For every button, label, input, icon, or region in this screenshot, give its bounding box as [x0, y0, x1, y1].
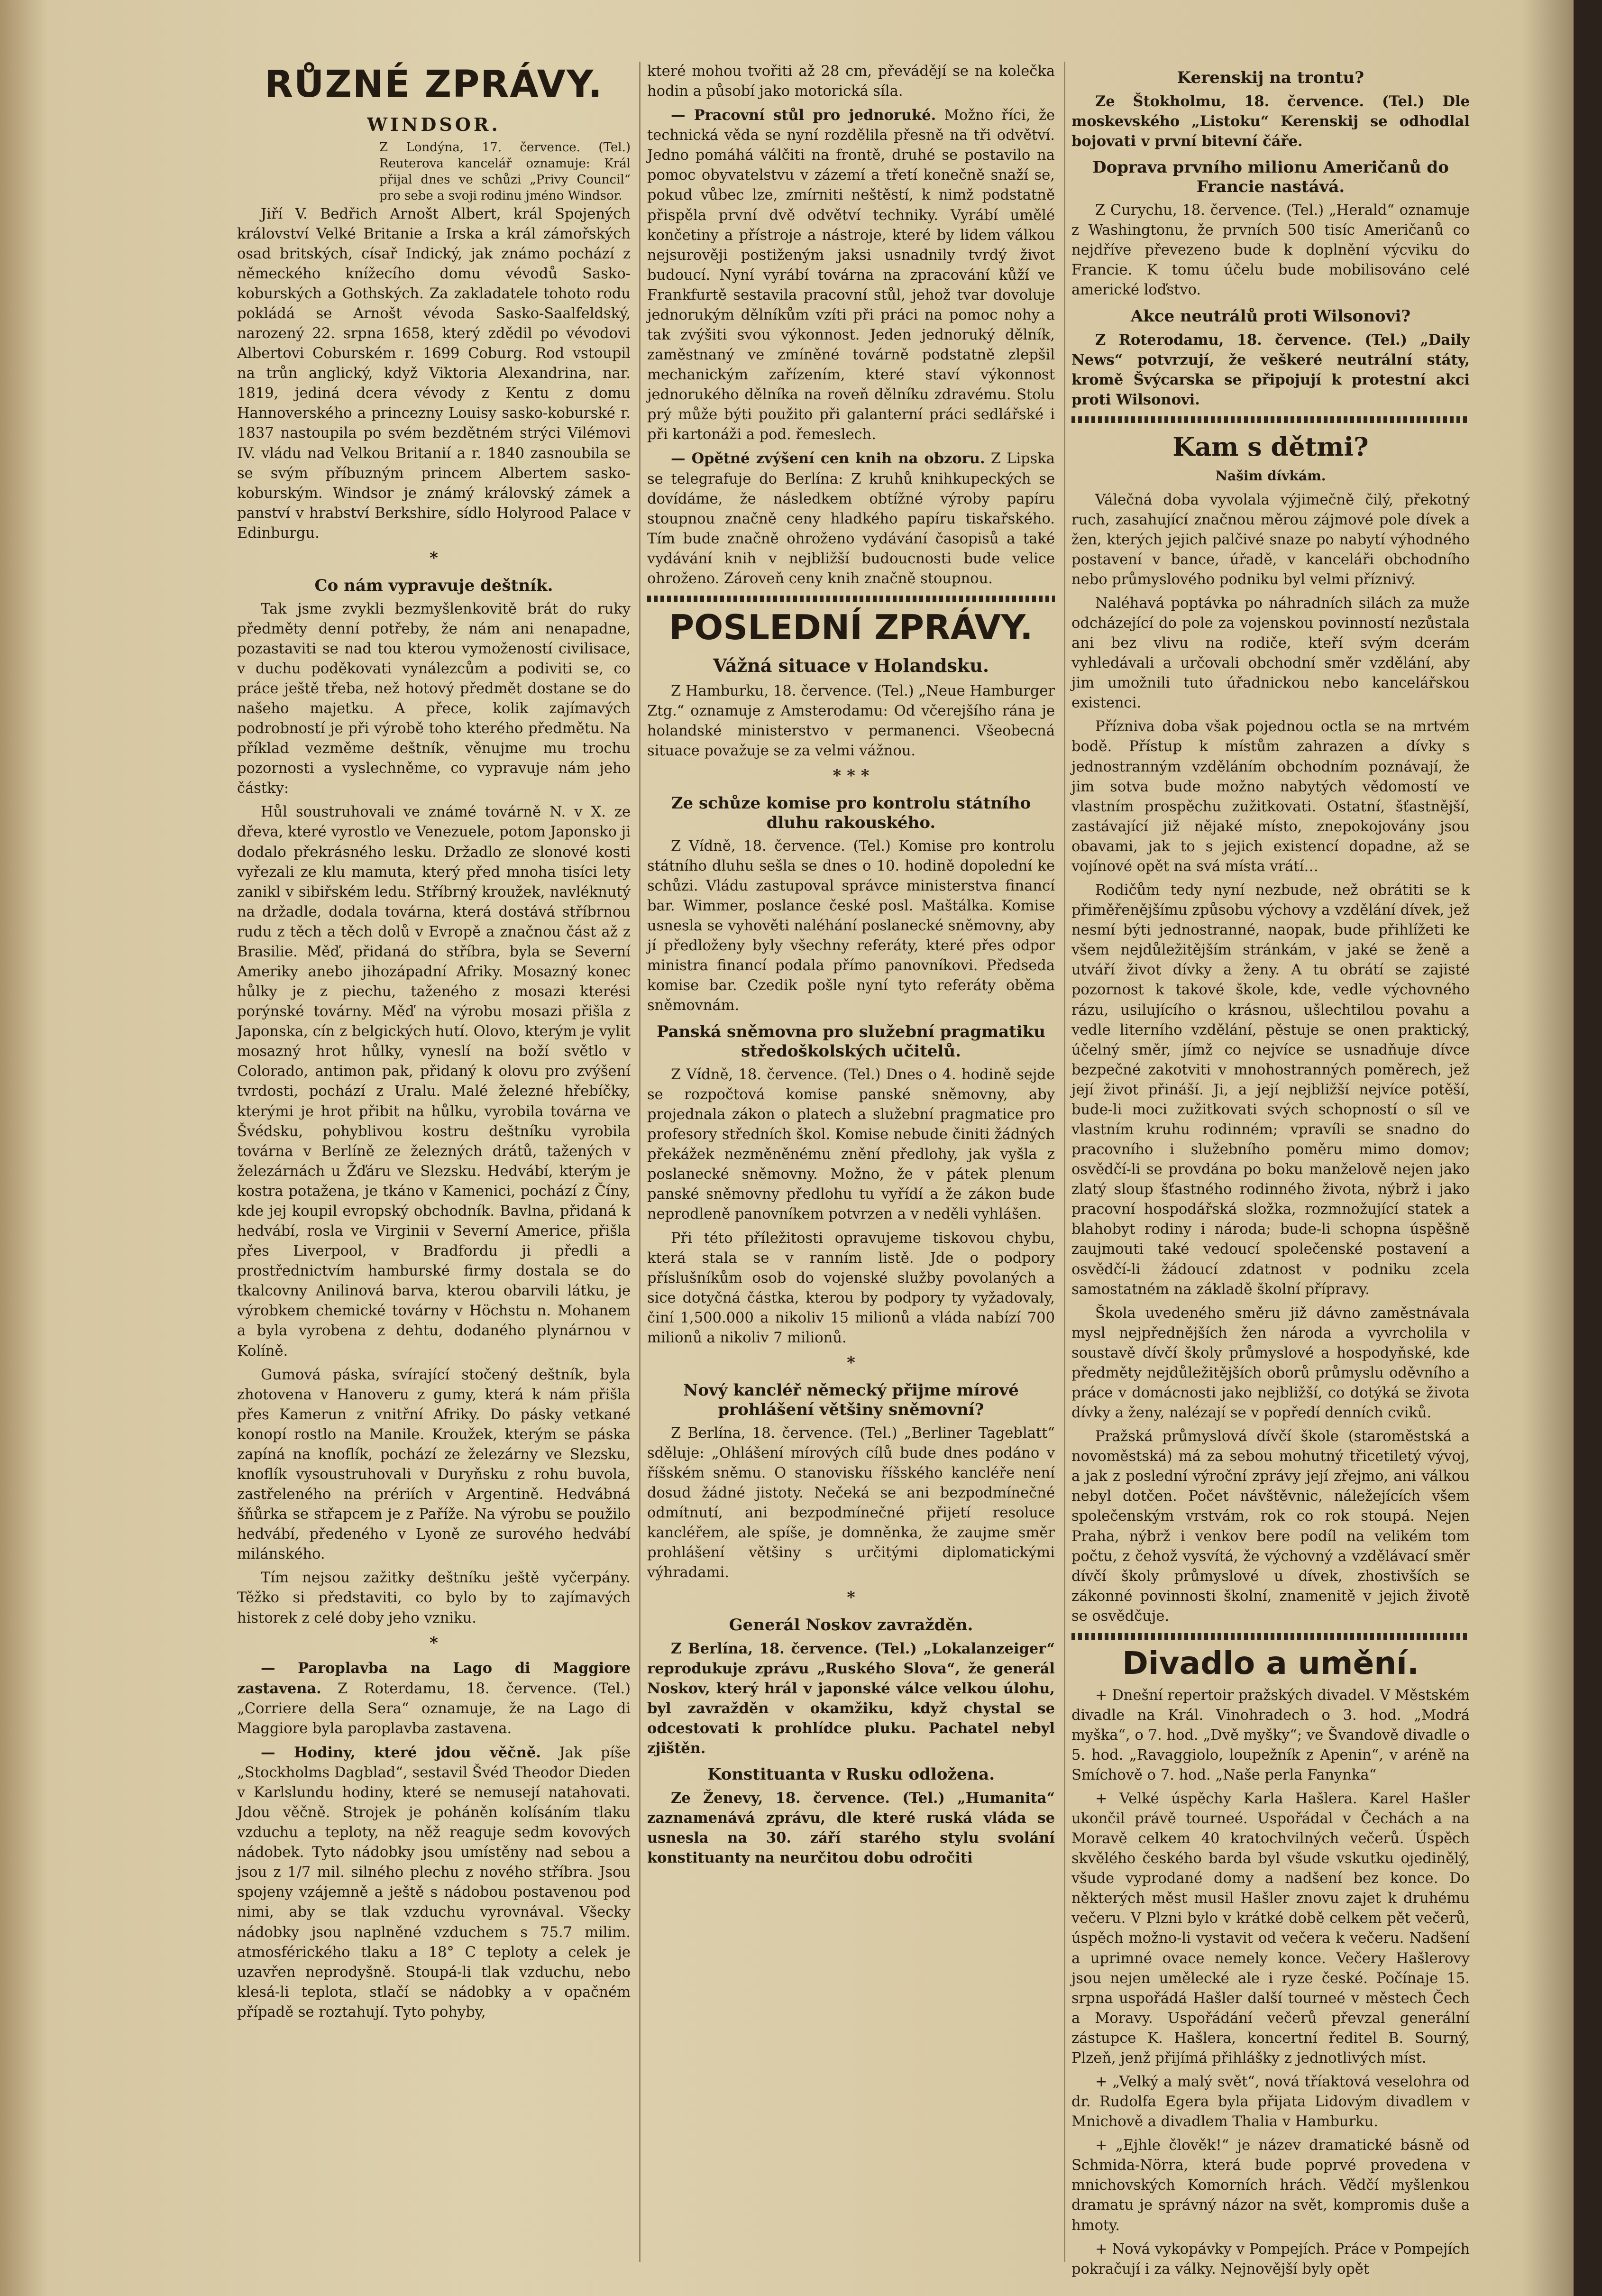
separator-star: *	[847, 1353, 855, 1373]
separator-stars: * * *	[833, 766, 870, 786]
article-paragraph: + „Ejhle člověk!“ je název dramatické básně od Schmida-Nörra, která bude poprvé provedena v mnichovských Komorních hrách. Vědčí myšlenkou dramatu je správný názor na svět, kompromis duše a hmoty.	[1071, 2137, 1470, 2234]
news-body: Z Roterdamu, 18. července. (Tel.) „Corriere della Sera“ oznamuje, že na Lago di Maggiore byla paroplavba zastavena.	[237, 1680, 631, 1737]
section-masthead: RŮZNÉ ZPRÁVY.	[264, 63, 604, 106]
article-paragraph: Pražská průmyslová dívčí škole (staroměstská a novoměstská) má za sebou mohutný třicetiletý vývoj, a jak z poslední výroční zprávy její zřejmo, ani válkou nebyl dotčen. Počet návštěvnic, náležejících všem společenským vrstvám, rok co rok stoupá. Nejen Praha, nýbrž i venkov bere podíl na velikém tom počtu, z čehož vysvítá, že výchovný a vzdělávací směr dívčí školy průmyslové u dívek, zhostivších se zákonné povinnosti školní, znamenitě v jejich životě se osvědčuje.	[1071, 1428, 1470, 1625]
article-title: Kam s dětmi?	[1172, 432, 1369, 462]
article-title: Akce neutrálů proti Wilsonovi?	[1130, 307, 1411, 326]
article-paragraph: Válečná doba vyvolala výjimečně čilý, překotný ruch, zasahující značnou měrou zájmové pole dívek a žen, kterých jejich palčivé snaze po nabytí výhodného postavení v bance, úřadě, v kanceláři obchodního nebo průmyslového podniku byl velmi příznivý.	[1071, 491, 1470, 588]
article-paragraph: + „Velký a malý svět“, nová tříaktová veselohra od dr. Rudolfa Egera byla přijata Lidovým divadlem v Mnichově a divadlem Thalia v Hamburku.	[1071, 2074, 1470, 2131]
article-paragraph: které mohou tvořiti až 28 cm, převádějí se na kolečka hodin a působí jako motorická síla.	[647, 63, 1055, 100]
article-title: Konstituanta v Rusku odložena.	[707, 1765, 995, 1784]
article-paragraph: Rodičům tedy nyní nezbude, než obrátiti se k přiměřenějšímu způsobu výchovy a vzdělání dívek, jež nesmí býti jednostranné, naopak, bude přihlížeti ke všem nejdůležitějším stránkám, v jaké se ženě a utváří život dívky a ženy. A tu obrátí se zajisté pozornost k takové škole, kde, vedle výchovného rázu, usilujícího o krásnou, ušlechtilou povahu a vedle literního vzdělání, pěstuje se onen praktický, účelný směr, jímž co nejvíce se usnadňuje dívce bezpečné zakotviti v mnohostranných poměrech, jež její život přináší. Ji, a její nejbližší nejvíce potěší, bude-li moci zužitkovati svých schopností o síl ve vlastním kruhu rodinném; vpravíli se snadno do pracovního i služebního poměru mimo domov; osvědčí-li se provdána po boku manželově nejen jako zlatý sloup šťastného rodinného života, nýbrž i jako pracovní hospodářská složka, rozmnožující statek a blahobyt rodiny i národa; bude-li schopna úspěšně zaujmouti také vedoucí společenské postavení a osvědčí-li žádoucí zdatnost v podniku zcela samostatném na základě školní přípravy.	[1071, 882, 1470, 1298]
article-paragraph: Při této příležitosti opravujeme tiskovou chybu, která stala se v ranním listě. Jde o podpory příslušníkům osob do vojenské služby povolaných a sice dotyčná částka, kterou by podpory ty vyžadovaly, činí 1,500.000 a nikoliv 15 milionů a vláda nabízí 700 milionů a nikoliv 7 milionů.	[647, 1230, 1055, 1346]
article-paragraph: Z Vídně, 18. července. (Tel.) Komise pro kontrolu státního dluhu sešla se dnes o 10. hodině dopolední ke schůzi. Vládu zastupoval správce ministerstva financí bar. Wimmer, poslance české posl. Maštálka. Komise usnesla se vyhověti naléhání poslanecké sněmovny, aby jí předloženy byly všechny referáty, které přes odpor ministra financí podala přímo panovníkovi. Předseda komise bar. Czedik pošle nyní tyto referáty oběma sněmovnám.	[647, 837, 1055, 1014]
news-title: — Opětné zvýšení cen knih na obzoru.	[671, 450, 985, 468]
article-paragraph: Tím nejsou zažitky deštníku ještě vyčerpány. Těžko si představiti, co bylo by to zajímavých historek z celé doby jeho vzniku.	[237, 1570, 631, 1626]
article-paragraph: Škola uvedeného směru již dávno zaměstnávala mysl nejpřednějších žen národa a vyvrcholila v soustavě dívčí školy průmyslové a hospodyňské, kde předměty nejdůležitějších oborů průmyslu oděvního a práce v domácnosti jako nejbližší, co dotýká se života dívky a ženy, nalézají se v popředí denních cviků.	[1071, 1304, 1470, 1422]
section-masthead: POSLEDNÍ ZPRÁVY.	[669, 607, 1033, 648]
article-paragraph: + Dnešní repertoir pražských divadel. V Městském divadle na Král. Vinohradech o 3. hod. „Modrá myška“, o 7. hod. „Dvě myšky“; ve Švandově divadle o 5. hod. „Ravaggiolo, loupežník z Apenin“, v aréně na Smíchově o 7. hod. „Naše perla Fanynka“	[1071, 1687, 1470, 1783]
column-rule	[1064, 62, 1065, 2262]
article-paragraph: Z Roterodamu, 18. července. (Tel.) „Daily News“ potvrzují, že veškeré neutrální státy, kromě Švýcarska se připojují k protestní akci proti Wilsonovi.	[1071, 331, 1470, 409]
article-title: Co nám vypravuje deštník.	[314, 576, 553, 595]
news-title: — Pracovní stůl pro jednoruké.	[671, 107, 936, 124]
column-1	[237, 62, 631, 2262]
article-paragraph: Z Berlína, 18. července. (Tel.) „Berliner Tageblatt“ sděluje: „Ohlášení mírových cílů bude dnes podáno v říšském sněmu. O stanovisku říšského kancléře není dosud žádné jistoty. Nečeká se ani bezpodmínečné odmítnutí, ani bezpodmínečné přijetí resoluce kancléřem, ale spíše, je domněnka, že zaujme směr prohlášení většiny s určitými diplomatickými výhradami.	[647, 1424, 1055, 1581]
article-subtitle: Našim dívkám.	[1215, 468, 1326, 484]
article-paragraph: Naléhavá poptávka po náhradních silách za muže odcházející do pole za vojenskou povinností nezůstala ani bez vlivu na rodiče, kteří svým dcerám vyhledávali a určovali obchodní směr vzdělání, aby jim umožnili tuto úřadnickou nebo kancelářskou existenci.	[1071, 595, 1470, 712]
separator-star: *	[847, 1588, 855, 1607]
article-paragraph: Ze Štokholmu, 18. července. (Tel.) Dle moskevského „Listoku“ Kerenskij se odhodlal bojovati v první bitevní čáře.	[1071, 92, 1470, 150]
column-3	[1071, 62, 1470, 2278]
separator-star: *	[430, 1633, 438, 1653]
separator-star: *	[430, 548, 438, 568]
section-masthead: Divadlo a umění.	[1122, 1644, 1419, 1681]
article-paragraph: Tak jsme zvykli bezmyšlenkovitě brát do ruky předměty denní potřeby, že nám ani nenapadne, pozastaviti se nad tou kterou vymožeností civilisace, v duchu poděkovati vynálezcům a podiviti se, co práce ještě třeba, než hotový předmět dostane se do našeho majetku. A přece, kolik zajímavých podrobností je při výrobě toho kterého předmětu. Na příklad vezměme deštník, věnujme mu trochu pozornosti a vyslechněme, co vypravuje nám jeho částky:	[237, 600, 631, 797]
article-paragraph: Z Hamburku, 18. července. (Tel.) „Neue Hamburger Ztg.“ oznamuje z Amsterodamu: Od včerejšího rána je holandské ministerstvo v permanenci. Všeobecná situace považuje se za velmi vážnou.	[647, 682, 1055, 760]
article-paragraph: Z Curychu, 18. července. (Tel.) „Herald“ oznamuje z Washingtonu, že prvních 500 tisíc Američanů co nejdříve převezeno bude k doplnění výcviku do Francie. K tomu účelu bude mobilisováno celé americké loďstvo.	[1071, 202, 1470, 298]
article-title: Panská sněmovna pro služební pragmatiku středoškolských učitelů.	[656, 1022, 1046, 1061]
article-title: Nový kancléř německý přijme mírové prohlášení většiny sněmovní?	[683, 1380, 1019, 1419]
article-title: Ze schůze komise pro kontrolu státního dluhu rakouského.	[671, 794, 1031, 832]
article-paragraph: + Nová vykopávky v Pompejích. Práce v Pompejích pokračují i za války. Nejnovější byly opět	[1071, 2241, 1470, 2278]
news-title: — Hodiny, které jdou věčně.	[261, 1744, 541, 1761]
article-paragraph: Z Vídně, 18. července. (Tel.) Dnes o 4. hodině sejde se rozpočtová komise panské sněmovny, aby projednala zákon o platech a služební pragmatice pro profesory středních škol. Komise nebude činiti žádných překážek nezměněnému znění předlohy, jak vyšla z poslanecké sněmovny. Možno, že v pátek plenum panské sněmovny předlohu tu vyřídí a že zákon bude neprodleně panovníkem potvrzen a v neděli vyhlášen.	[647, 1066, 1055, 1223]
page-edge	[1574, 0, 1602, 2296]
news-body: Z Lipska se telegrafuje do Berlína: Z kruhů knihkupeckých se dovídáme, že následkem obtížné výroby papíru stoupnou značně ceny hladkého papíru tiskařského. Tím bude značně ohroženo vydávání časopisů a také vydávání knih v nejbližší budoucnosti bude velice ohroženo. Zároveň ceny knih značně stoupnou.	[647, 450, 1055, 587]
article-title: WINDSOR.	[367, 113, 501, 135]
divider	[1071, 416, 1470, 423]
article-dateline: Z Londýna, 17. července. (Tel.) Reuterova kancelář oznamuje: Král přijal dnes ve schůzi „Privy Council“ pro sebe a svoji rodinu jméno Windsor.	[379, 140, 631, 203]
divider	[647, 596, 1055, 602]
article-title: Kerenskij na trontu?	[1177, 68, 1364, 87]
article-title: Generál Noskov zavražděn.	[729, 1616, 973, 1635]
article-paragraph: Jiří V. Bedřich Arnošt Albert, král Spojených království Velké Britanie a Irska a král zámořských osad britských, císař Indický, jak známo pochází z německého knížecího domu vévodů Sasko-koburských a Gothských. Za zakladatele tohoto rodu pokládá se Arnošt vévoda Sasko-Saalfeldský, narozený 22. srpna 1658, který zdědil po vévodovi Albertovi Coburském r. 1699 Coburg. Rod vstoupil na trůn anglický, když Viktoria Alexandrina, nar. 1819, jediná dcera vévody z Kentu z domu Hannoverského a princezny Louisy sasko-koburské r. 1837 nastoupila po svém bezdětném strýci Vilémovi IV. vládu nad Velkou Britanií a r. 1840 zasnoubila se se svým příbuzným princem Albertem sasko-koburským. Windsor je známý královský zámek a panství v hrabství Berkshire, sídlo Holyrood Palace v Edinburgu.	[237, 205, 631, 542]
divider	[1071, 1633, 1470, 1640]
article-title: Vážná situace v Holandsku.	[713, 655, 989, 677]
article-paragraph: Ze Ženevy, 18. července. (Tel.) „Humanita“ zaznamenává zprávu, dle které ruská vláda se usnesla na 30. září starého stylu svolání konstituanty na neurčitou dobu odročiti	[647, 1790, 1055, 1867]
news-body: Jak píše „Stockholms Dagblad“, sestavil Švéd Theodor Dieden v Karlslundu hodiny, které se nemusejí natahovati. Jdou věčně. Strojek je poháněn kolísáním tlaku vzduchu a teploty, na něž reaguje sedm kovových nádobek. Tyto nádobky jsou umístěny nad sebou a jsou z 1/7 mil. silného plechu z nového stříbra. Jsou spojeny vzájemně a ještě s nádobou postavenou pod nimi, aby se tlak vzduchu vyrovnával. Všecky nádobky jsou naplněné vzduchem s 75.7 milim. atmosférického tlaku a 18° C teploty a celek je uzavřen neprodyšně. Stoupá-li tlak vzduchu, nebo klesá-li teplota, stlačí se nádobky a v opačném případě se roztahují. Tyto pohyby,	[237, 1744, 631, 2020]
article-title: Doprava prvního milionu Američanů do Francie nastává.	[1092, 158, 1449, 196]
news-body: Možno říci, že technická věda se nyní rozdělila přesně na tři odvětví. Jedno pomáhá válčiti na frontě, druhé se postavilo na pomoc obyvatelstvu v zázemí a třetí konečně snaží se, pokud vůbec lze, zmírniti neštěstí, k nimž podstatně přispěla první dvě odvětví techniky. Vyrábí umělé končetiny a přístroje a nástroje, které by lidem válkou nejsurověji postiženým jaksi usnadnily tvrdý život budoucí. Nyní vyrábí továrna na zpracování kůží ve Frankfurtě sestavila pracovní stůl, jehož tvar dovoluje jednorukým dělníkům vzíti při práci na pomoc nohy a tak zvýšiti svou výkonnost. Jeden jednoruký dělník, zaměstnaný ve zmíněné továrně podstatně zlepšil mechanickým zařízením, které staví výkonnost jednorukého dělníka na roveň dělníku zdravému. Stolu prý může býti použito při galanterní práci sedlářské i při kartonáži a pod. řemeslech.	[647, 107, 1055, 443]
article-paragraph: + Velké úspěchy Karla Hašlera. Karel Hašler ukončil právě tourneé. Uspořádal v Čechách a na Moravě celkem 40 kratochvilných večerů. Úspěch skvělého českého barda byl všude vskutku ojedinělý, všude vyprodané domy a nadšení bez konce. Do některých měst musil Hašler znovu zajet k druhému večeru. V Plzni bylo v krátké době celkem pět večerů, úspěch možno-li vystavit od večera k večeru. Nadšení a uprimné ovace nemely konce. Večery Hašlerovy jsou nejen umělecké ale i ryze české. Počínaje 15. srpna uspořádá Hašler další tourneé v městech Čech a Moravy. Uspořádání večerů převzal generální zástupce K. Hašlera, koncertní ředitel B. Sourný, Plzeň, jenž přijímá přihlášky z jednotlivých míst.	[1071, 1790, 1470, 2066]
news-title: — Paroplavba na Lago di Maggiore zastavena.	[237, 1659, 631, 1697]
article-paragraph: Z Berlína, 18. července. (Tel.) „Lokalanzeiger“ reprodukuje zprávu „Ruského Slova“, že generál Noskov, který hrál v japonské válce velkou úlohu, byl zavražděn v okamžiku, když chystal se odcestovati k prohlídce pluku. Pachatel nebyl zjištěn.	[647, 1640, 1055, 1757]
article-paragraph: Gumová páska, svírající stočený deštník, byla zhotovena v Hanoveru z gumy, která k nám přišla přes Kamerun z vnitřní Afriky. Do pásky vetkané konopí rostlo na Manile. Kroužek, kterým se páska zapíná na knoflík, pochází ze železárny ve Slezsku, knoflík vysoustruhovali v Duryňsku z rohu buvola, zastřeleného na prériích v Argentině. Hedvábná šňůrka se střapcem je z Paříže. Na výrobu se použilo hedvábí, předeného v Lyoně ze surového hedvábí milánského.	[237, 1366, 631, 1563]
column-rule	[639, 62, 641, 2262]
article-paragraph: Hůl soustruhovali ve známé továrně N. v X. ze dřeva, které vyrostlo ve Venezuele, potom Japonsko ji dodalo překrásného lesku. Držadlo ze slonové kosti vyřezali ze klu mamuta, který před mnoha tisíci lety zanikl v sibiřském ledu. Stříbrný kroužek, navléknutý na držadle, dodala továrna, která dostává stříbrnou rudu z těch a těch dolů v Evropě a značnou část až z Brasilie. Měď, přidaná do stříbra, byla se Severní Ameriky anebo jihozápadní Afriky. Mosazný konec hůlky je z piechu, taženého z mosazi kterési porýnské továrny. Měď na výrobu mosazi přišla z Japonska, cín z belgických hutí. Olovo, kterým je vylit mosazný hrot hůlky, vyneslí na boží světlo v Colorado, antimon pak, přidaný k olovu pro zvýšení tvrdosti, pochází z Uralu. Malé železné hřebíčky, kterými je hrot přibit na hůlku, vyrobila továrna ve Švédsku, pohyblivou kostru deštníku vyrobila továrna v Berlíně ze železných drátů, tažených v železárnách u Žďáru ve Slezsku. Hedvábí, kterým je kostra potažena, je tkáno v Kamenici, pochází z Číny, kde jej koupil evropský obchodník. Bavlna, přidaná k hedvábí, rosla ve Virginii v Severní Americe, přišla přes Liverpool, v Bradfordu ji předli a prostřednictvím hamburské firmy dostala se do tkalcovny Anilinová barva, kterou obarvili látku, je výrobkem chemické továrny v Höchstu n. Mohanem a byla vyrobena z dehtu, dodaného plynárnou v Kolíně.	[237, 804, 631, 1359]
column-2	[647, 62, 1055, 2262]
article-paragraph: Přízniva doba však pojednou octla se na mrtvém bodě. Přístup k místům zahrazen a dívky s jednostranným vzděláním obchodním poznávají, že jim sotva bude možno nabytých vědomostí ve vlastním prospěchu zužitkovati. Ostatní, šťastnější, zastávající již nějaké místo, znepokojovány jsou obavami, jak to s jejich existencí dopadne, až se vojínové opět na svá místa vrátí…	[1071, 718, 1470, 875]
